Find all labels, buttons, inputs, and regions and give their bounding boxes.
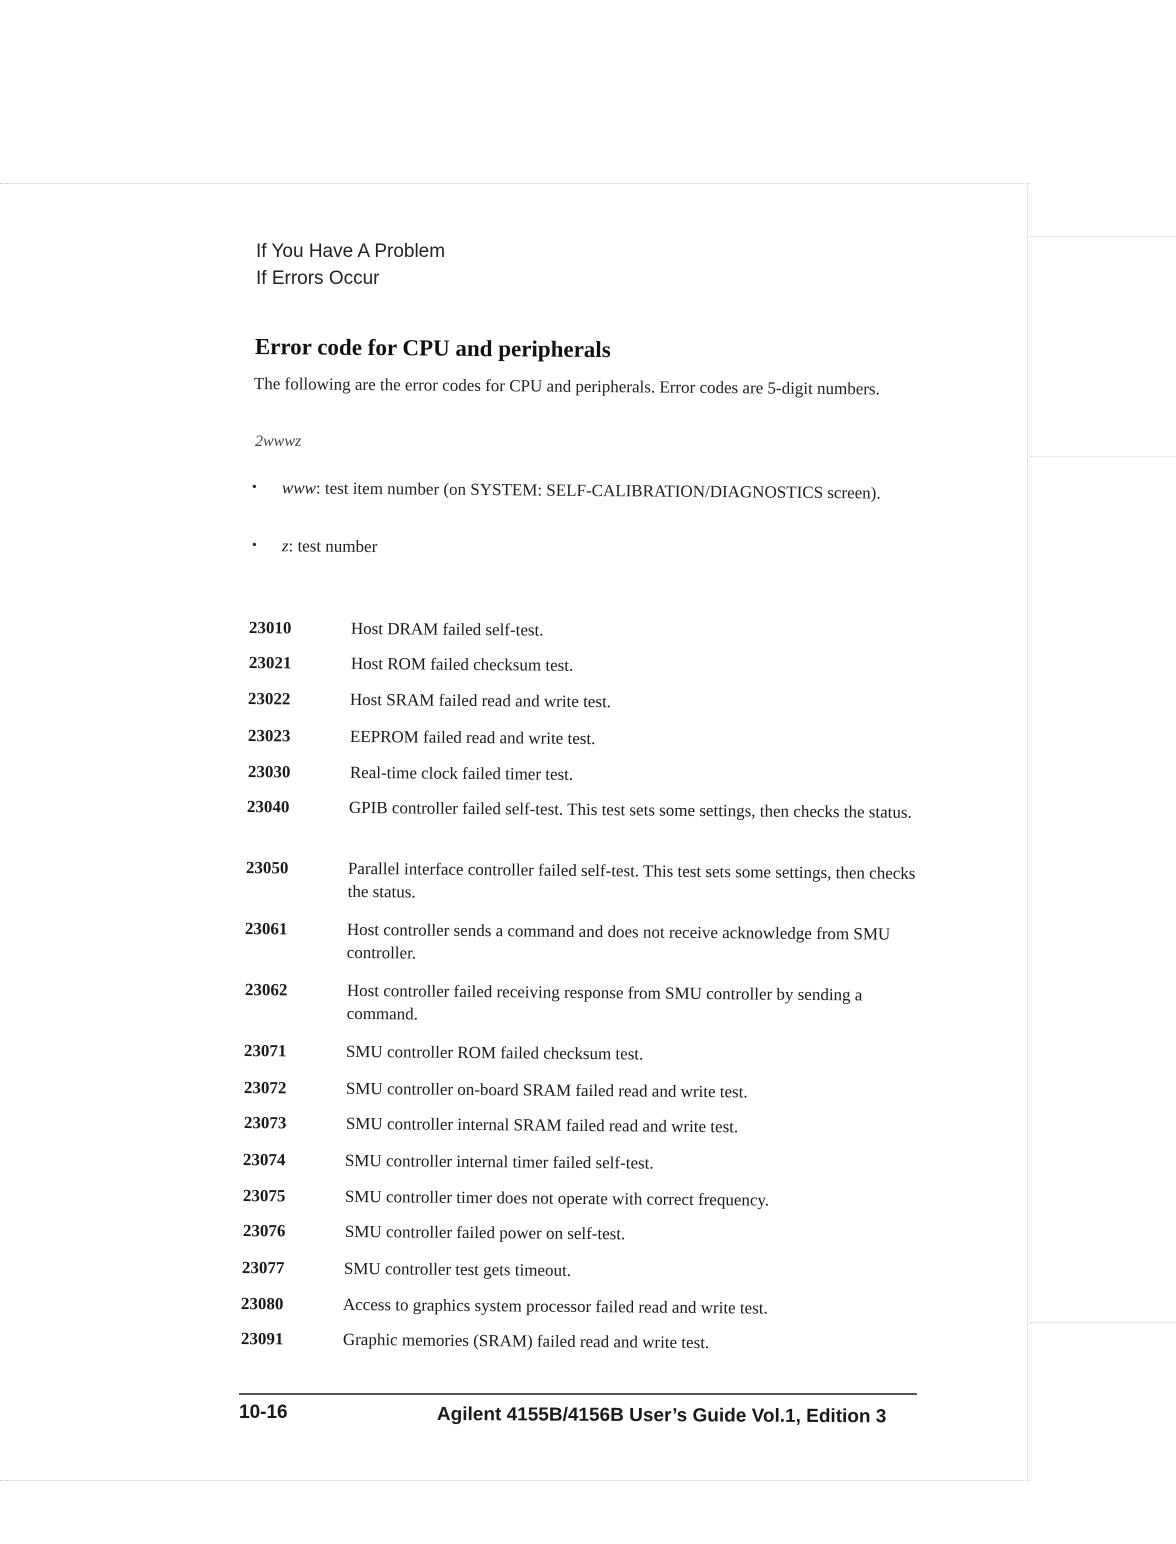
bullet-term: www <box>281 478 317 498</box>
error-description: Host controller failed receiving response from SMU controller by sending a command. <box>346 980 863 1024</box>
error-row <box>248 724 948 753</box>
error-description: SMU controller timer does not operate with correct frequency. <box>344 1186 770 1210</box>
error-code: 23076 <box>242 1220 286 1241</box>
error-code: 23080 <box>240 1293 284 1314</box>
error-row <box>243 1184 943 1213</box>
error-description: GPIB controller failed self-test. This test sets some settings, then checks the status. <box>348 797 912 822</box>
error-code: 23075 <box>242 1185 286 1206</box>
error-row <box>245 978 945 1030</box>
error-description: Host ROM failed checksum test. <box>350 653 574 675</box>
error-code: 23077 <box>241 1257 285 1278</box>
error-description: Host DRAM failed self-test. <box>350 618 544 640</box>
error-code-format: 2wwwz <box>255 433 302 450</box>
error-row <box>244 1076 944 1105</box>
error-row <box>248 760 948 789</box>
error-row <box>249 651 949 680</box>
error-code: 23050 <box>245 857 289 878</box>
error-code: 23023 <box>247 725 291 746</box>
intro-paragraph: The following are the error codes for CPU and peripherals. Error codes are 5-digit numbers. <box>253 373 880 399</box>
error-description: SMU controller internal SRAM failed read and write test. <box>345 1113 739 1137</box>
error-row <box>245 917 945 969</box>
error-row <box>249 616 949 645</box>
error-code: 23091 <box>240 1328 284 1349</box>
error-row <box>246 856 946 908</box>
error-row <box>244 1111 944 1140</box>
error-row <box>244 1039 944 1068</box>
error-row <box>242 1256 942 1285</box>
error-row <box>243 1219 943 1248</box>
error-description: Host controller sends a command and does not receive acknowledge from SMU controller. <box>346 919 891 963</box>
bullet-icon: • <box>251 479 257 496</box>
section-title: Error code for CPU and peripherals <box>254 334 611 363</box>
error-row <box>247 795 947 824</box>
error-description: Real-time clock failed timer test. <box>349 762 574 784</box>
error-description: EEPROM failed read and write test. <box>349 726 596 749</box>
error-code: 23062 <box>244 979 288 1000</box>
error-code: 23061 <box>244 918 288 939</box>
bullet-description: : test number <box>288 536 378 557</box>
error-code: 23071 <box>243 1040 287 1061</box>
error-description: Parallel interface controller failed self-test. This test sets some settings, then checks the status. <box>347 858 916 902</box>
error-description: SMU controller test gets timeout. <box>343 1258 572 1280</box>
error-code: 23074 <box>242 1149 286 1170</box>
error-description: SMU controller internal timer failed self-test. <box>344 1150 654 1173</box>
error-code: 23030 <box>247 761 291 782</box>
error-description: Host SRAM failed read and write test. <box>349 689 612 712</box>
page-number: 10-16 <box>239 1402 288 1423</box>
bullet-description: : test item number (on SYSTEM: SELF-CALIBRATION/DIAGNOSTICS screen). <box>315 478 881 503</box>
error-description: SMU controller on-board SRAM failed read and write test. <box>345 1078 748 1102</box>
error-code: 23010 <box>248 617 292 638</box>
error-row <box>248 687 948 716</box>
error-description: SMU controller ROM failed checksum test. <box>345 1041 644 1064</box>
running-header-chapter: If You Have A Problem <box>256 241 446 262</box>
error-code: 23073 <box>243 1112 287 1133</box>
error-description: SMU controller failed power on self-test. <box>344 1221 626 1244</box>
error-row <box>241 1327 941 1356</box>
bullet-term: z <box>281 536 289 556</box>
footer-divider <box>239 1393 917 1395</box>
error-code: 23021 <box>248 652 292 673</box>
error-row <box>241 1292 941 1321</box>
error-code: 23040 <box>246 796 290 817</box>
error-code: 23072 <box>243 1077 287 1098</box>
book-title: Agilent 4155B/4156B User’s Guide Vol.1, Edition 3 <box>436 1404 887 1428</box>
running-header-section: If Errors Occur <box>256 268 380 289</box>
error-row <box>243 1148 943 1177</box>
error-code: 23022 <box>247 688 291 709</box>
error-description: Access to graphics system processor failed read and write test. <box>342 1294 768 1318</box>
error-description: Graphic memories (SRAM) failed read and write test. <box>342 1329 710 1353</box>
bullet-icon: • <box>251 537 257 554</box>
